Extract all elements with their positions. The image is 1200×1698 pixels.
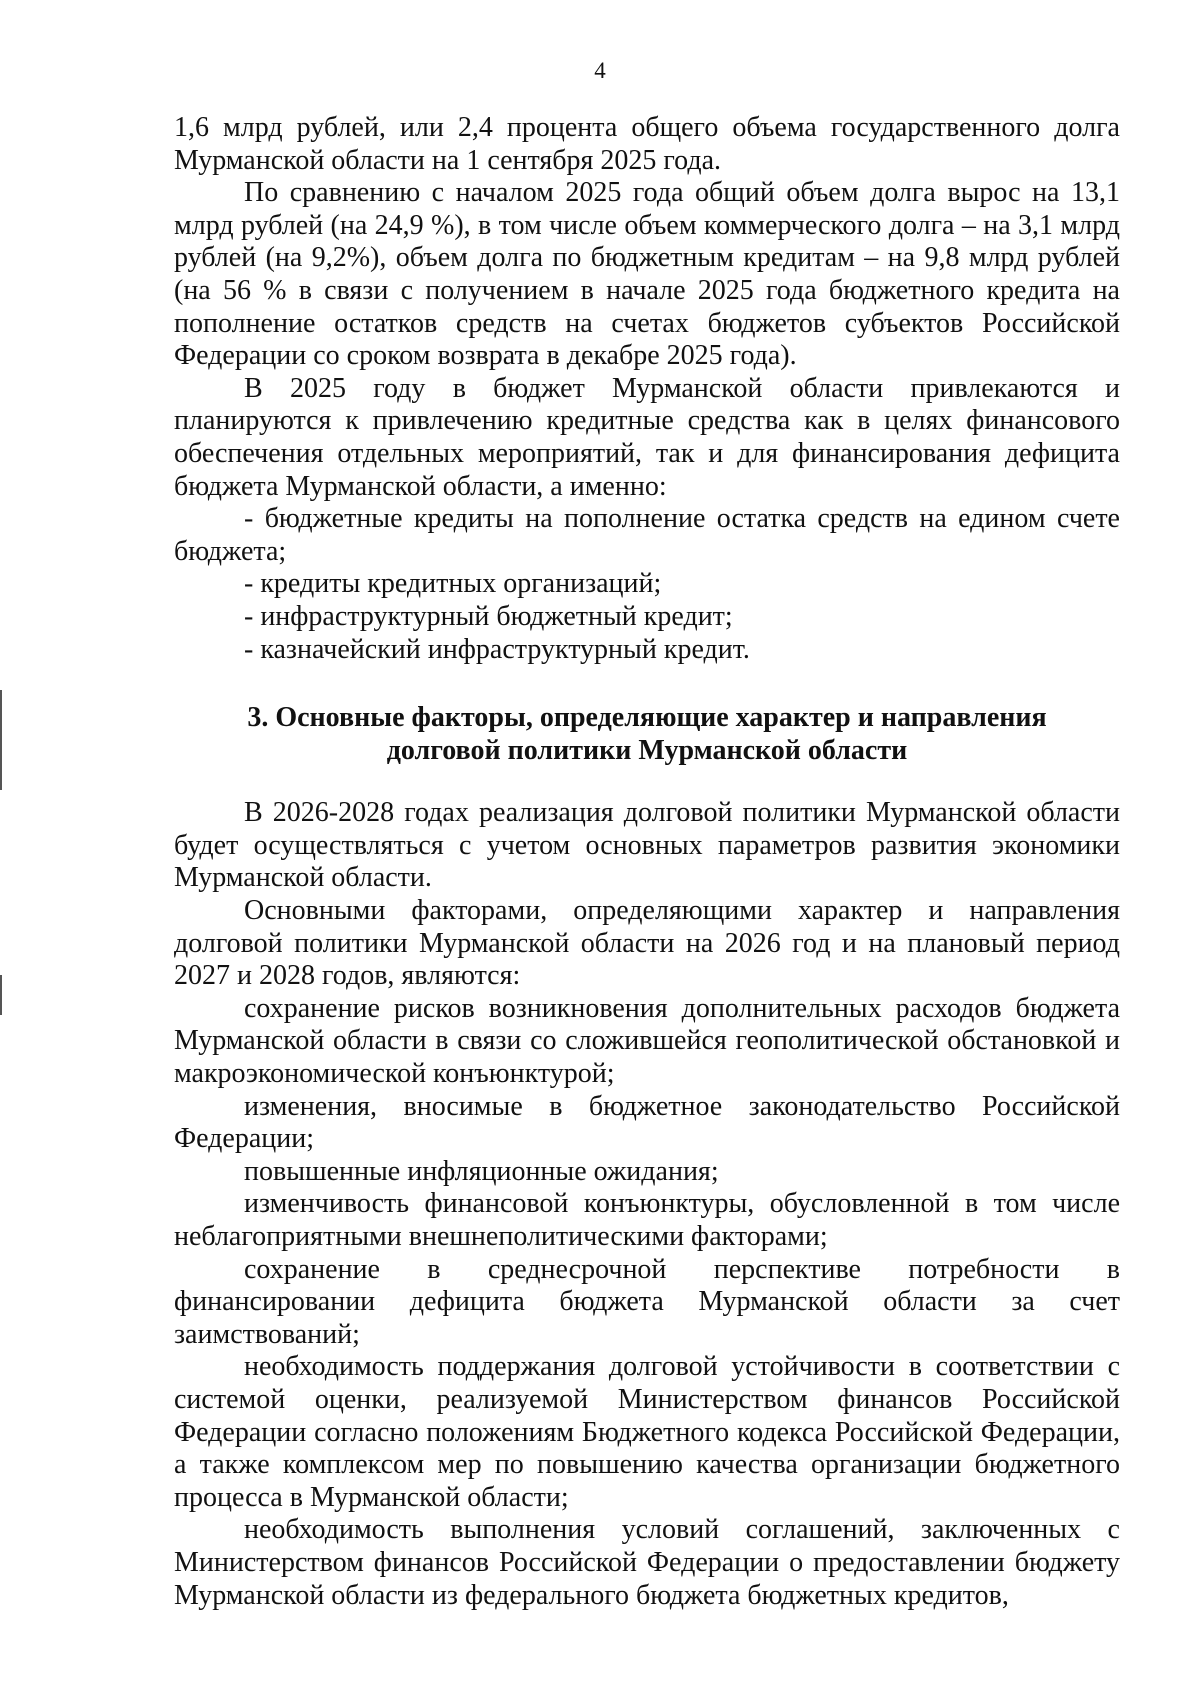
- paragraph: В 2025 году в бюджет Мурманской области привлекаются и планируются к привлечению кредитные средства как в целях финансового обеспечения отдельных мероприятий, так и для финансирования дефицита бюджета Мурманской области, а именно:: [174, 372, 1120, 502]
- page-number: 4: [594, 58, 606, 83]
- paragraph: необходимость выполнения условий соглашений, заключенных с Министерством финансов Российской Федерации о предоставлении бюджету Мурманской области из федерального бюджета бюджетных кредитов,: [174, 1514, 1120, 1611]
- section-heading-line: долговой политики Мурманской области: [386, 734, 908, 766]
- paragraph: сохранение в среднесрочной перспективе потребности в финансировании дефицита бюджета Мурманской области за счет заимствований;: [174, 1253, 1120, 1350]
- paragraph: повышенные инфляционные ожидания;: [244, 1155, 719, 1187]
- scan-edge-mark: [0, 975, 2, 1015]
- paragraph: изменения, вносимые в бюджетное законодательство Российской Федерации;: [174, 1090, 1120, 1155]
- document-body: [174, 112, 1120, 1612]
- paragraph: необходимость поддержания долговой устойчивости в соответствии с системой оценки, реализуемой Министерством финансов Российской Федерации согласно положениям Бюджетного кодекса Российской Федерации, а также комплексом мер по повышению качества организации бюджетного процесса в Мурманской области;: [174, 1351, 1120, 1513]
- paragraph: Основными факторами, определяющими характер и направления долговой политики Мурманской области на 2026 год и на плановый период 2027 и 2028 годов, являются:: [174, 895, 1120, 992]
- list-item: - кредиты кредитных организаций;: [244, 568, 662, 600]
- paragraph: изменчивость финансовой конъюнктуры, обусловленной в том числе неблагоприятными внешнеполитическими факторами;: [174, 1188, 1120, 1252]
- paragraph: По сравнению с началом 2025 года общий объем долга вырос на 13,1 млрд рублей (на 24,9 %), в том числе объем коммерческого долга – на 3,1 млрд рублей (на 9,2%), объем долга по бюджетным кредитам – на 9,8 млрд рублей (на 56 % в связи с получением в начале 2025 года бюджетного кредита на пополнение остатков средств на счетах бюджетов субъектов Российской Федерации со сроком возврата в декабре 2025 года).: [174, 177, 1120, 372]
- list-item: - казначейский инфраструктурный кредит.: [244, 633, 750, 665]
- paragraph: В 2026-2028 годах реализация долговой политики Мурманской области будет осуществляться с учетом основных параметров развития экономики Мурманской области.: [174, 797, 1120, 894]
- section-heading: [174, 702, 1120, 767]
- paragraph: 1,6 млрд рублей, или 2,4 процента общего объема государственного долга Мурманской области на 1 сентября 2025 года.: [174, 112, 1120, 176]
- scan-edge-mark: [0, 690, 2, 790]
- list-item: - инфраструктурный бюджетный кредит;: [244, 600, 733, 632]
- list-item: - бюджетные кредиты на пополнение остатка средств на едином счете бюджета;: [174, 503, 1120, 567]
- section-heading-line: 3. Основные факторы, определяющие характер и направления: [247, 702, 1047, 734]
- paragraph: сохранение рисков возникновения дополнительных расходов бюджета Мурманской области в связи со сложившейся геополитической обстановкой и макроэкономической конъюнктурой;: [174, 992, 1120, 1090]
